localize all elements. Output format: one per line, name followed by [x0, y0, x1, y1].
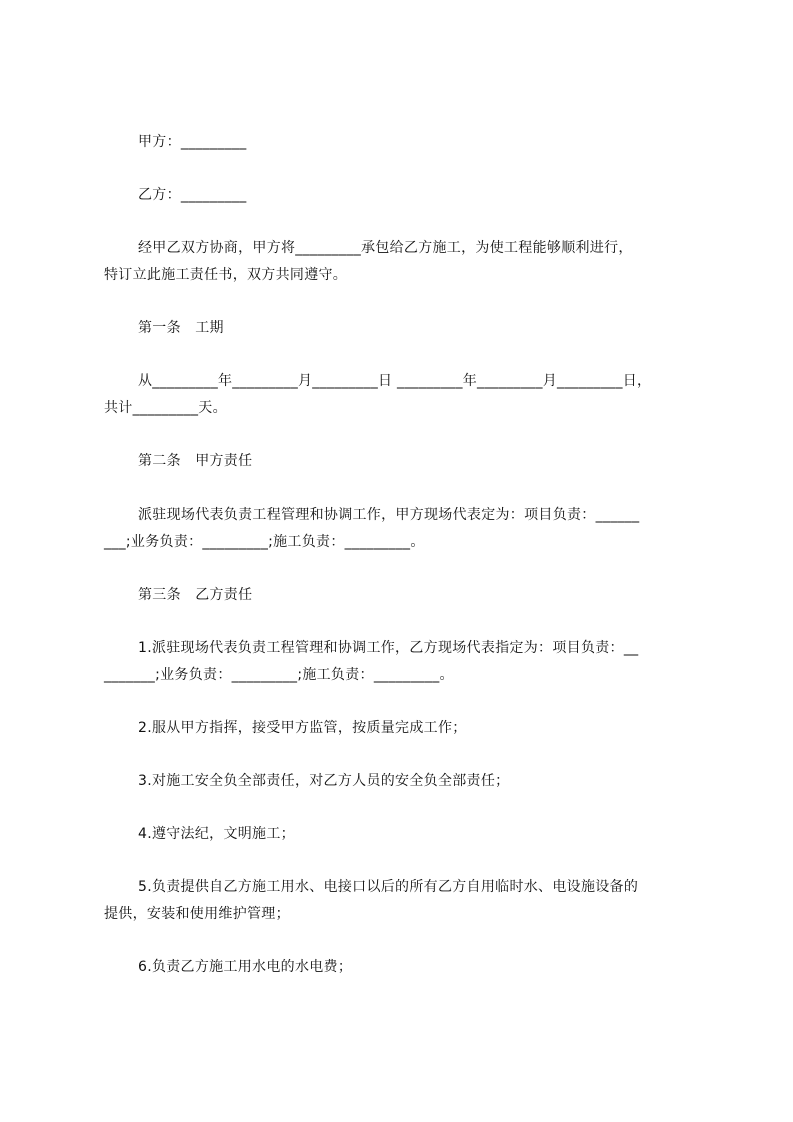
article-2-heading: 第二条 甲方责任 [138, 453, 253, 469]
party-b-duty-1-line-1: 1.派驻现场代表负责工程管理和协调工作，乙方现场代表指定为：项目负责：__ [138, 640, 639, 656]
party-b-line: 乙方：_________ [138, 187, 247, 203]
party-b-duty-5-line-2: 提供，安装和使用维护管理； [104, 906, 290, 922]
party-b-duty-4: 4.遵守法纪，文明施工； [138, 826, 295, 842]
party-b-duty-1-line-2: _______;业务负责：_________;施工负责：_________。 [104, 667, 454, 683]
article-3-heading: 第三条 乙方责任 [138, 587, 253, 603]
intro-paragraph-line-2: 特订立此施工责任书，双方共同遵守。 [104, 267, 348, 283]
party-b-duty-3: 3.对施工安全负全部责任，对乙方人员的安全负全部责任； [138, 773, 510, 789]
party-b-duty-2: 2.服从甲方指挥，接受甲方监管，按质量完成工作； [138, 720, 467, 736]
party-b-duty-5-line-1: 5.负责提供自乙方施工用水、电接口以后的所有乙方自用临时水、电设施设备的 [138, 879, 639, 895]
construction-period-line-1: 从_________年_________月_________日 _________年_________月_________日， [138, 373, 652, 389]
party-a-duty-line-2: ___;业务负责：_________;施工负责：_________。 [104, 534, 425, 550]
party-b-duty-6: 6.负责乙方施工用水电的水电费； [138, 959, 353, 975]
article-1-heading: 第一条 工期 [138, 320, 224, 336]
construction-period-line-2: 共计_________天。 [104, 400, 227, 416]
party-a-line: 甲方：_________ [138, 134, 247, 150]
intro-paragraph-line-1: 经甲乙双方协商，甲方将_________承包给乙方施工，为使工程能够顺利进行， [138, 240, 633, 256]
party-a-duty-line-1: 派驻现场代表负责工程管理和协调工作，甲方现场代表定为：项目负责：______ [138, 507, 640, 523]
